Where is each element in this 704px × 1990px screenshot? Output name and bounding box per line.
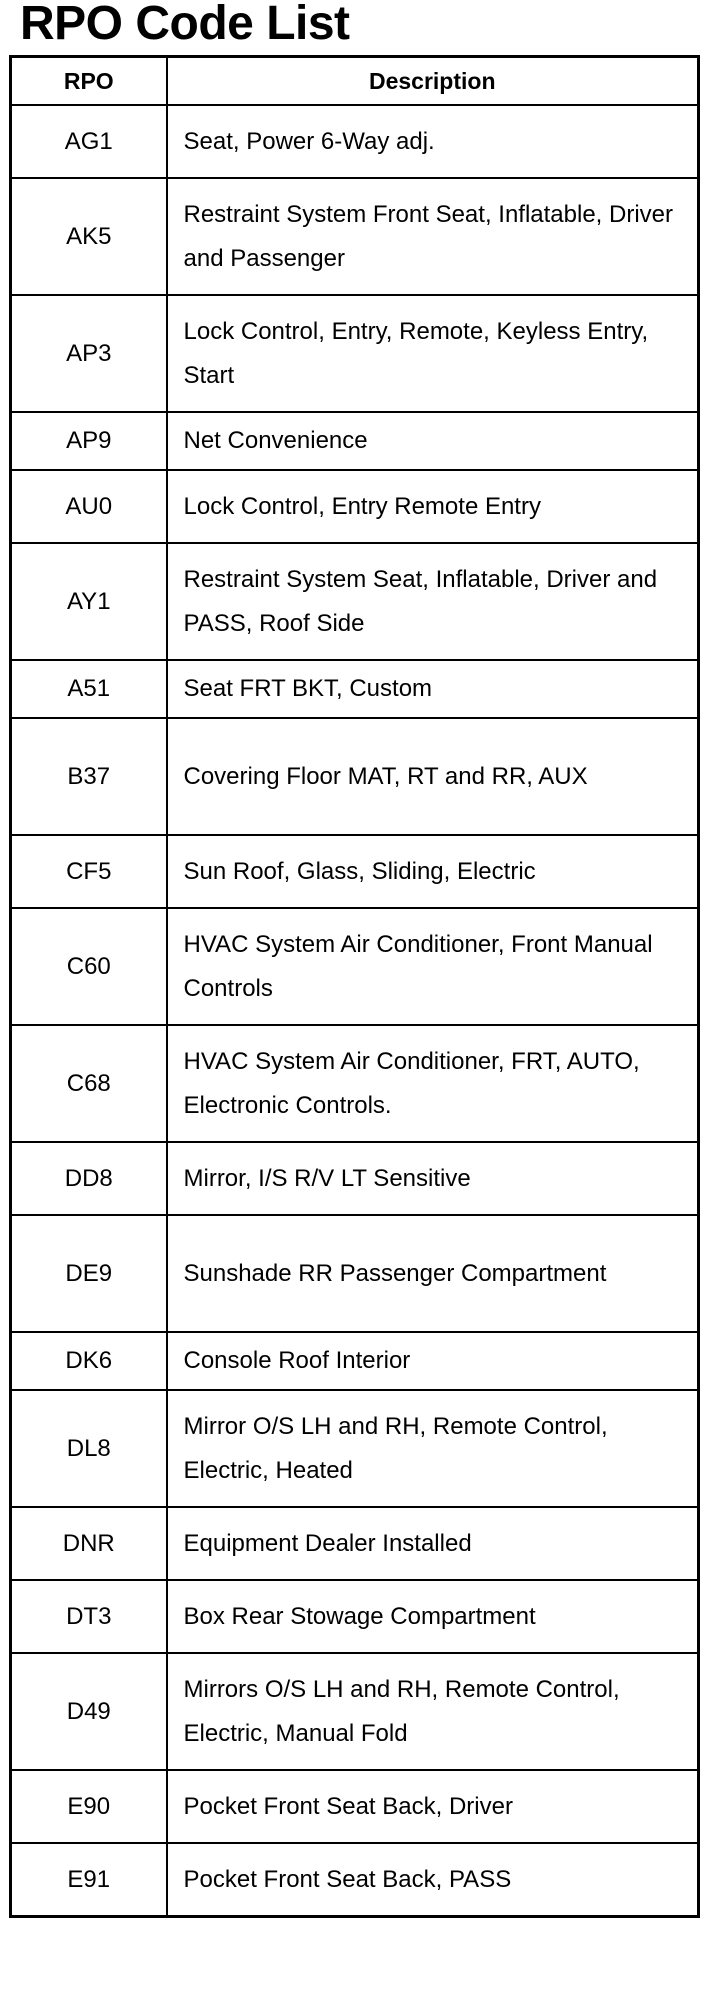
table-row xyxy=(11,1507,699,1580)
table-row xyxy=(11,105,699,178)
rpo-code: A51 xyxy=(11,660,167,718)
rpo-description: Mirror, I/S R/V LT Sensitive xyxy=(167,1142,699,1215)
rpo-code: AY1 xyxy=(11,543,167,660)
table-row xyxy=(11,1770,699,1843)
rpo-code: DD8 xyxy=(11,1142,167,1215)
rpo-code: E91 xyxy=(11,1843,167,1917)
rpo-code: D49 xyxy=(11,1653,167,1770)
column-header-rpo: RPO xyxy=(11,57,167,106)
table-row xyxy=(11,412,699,470)
rpo-code: AK5 xyxy=(11,178,167,295)
rpo-description: Seat, Power 6-Way adj. xyxy=(167,105,699,178)
rpo-code: C60 xyxy=(11,908,167,1025)
rpo-description: Equipment Dealer Installed xyxy=(167,1507,699,1580)
column-header-description: Description xyxy=(167,57,699,106)
table-row xyxy=(11,1843,699,1917)
rpo-description: Mirror O/S LH and RH, Remote Control, Electric, Heated xyxy=(167,1390,699,1507)
table-row xyxy=(11,660,699,718)
table-row xyxy=(11,295,699,412)
table-header-row xyxy=(11,57,699,106)
rpo-code: DL8 xyxy=(11,1390,167,1507)
table-row xyxy=(11,543,699,660)
rpo-description: Net Convenience xyxy=(167,412,699,470)
table-row xyxy=(11,178,699,295)
table-row xyxy=(11,1025,699,1142)
page-title: RPO Code List xyxy=(20,0,350,50)
rpo-code: DT3 xyxy=(11,1580,167,1653)
rpo-code-table xyxy=(9,55,700,1918)
rpo-description: Seat FRT BKT, Custom xyxy=(167,660,699,718)
table-row xyxy=(11,1390,699,1507)
rpo-code: DE9 xyxy=(11,1215,167,1332)
rpo-code: AG1 xyxy=(11,105,167,178)
rpo-description: HVAC System Air Conditioner, FRT, AUTO, Electronic Controls. xyxy=(167,1025,699,1142)
table-row xyxy=(11,1580,699,1653)
table-row xyxy=(11,1332,699,1390)
rpo-description: Pocket Front Seat Back, PASS xyxy=(167,1843,699,1917)
rpo-description: Lock Control, Entry Remote Entry xyxy=(167,470,699,543)
table-row xyxy=(11,718,699,835)
table-row xyxy=(11,1215,699,1332)
rpo-code: CF5 xyxy=(11,835,167,908)
rpo-code: AP3 xyxy=(11,295,167,412)
rpo-description: Pocket Front Seat Back, Driver xyxy=(167,1770,699,1843)
rpo-code: B37 xyxy=(11,718,167,835)
rpo-code: DNR xyxy=(11,1507,167,1580)
rpo-code: AU0 xyxy=(11,470,167,543)
table-row xyxy=(11,908,699,1025)
rpo-code: E90 xyxy=(11,1770,167,1843)
rpo-code: C68 xyxy=(11,1025,167,1142)
table-row xyxy=(11,470,699,543)
rpo-code: DK6 xyxy=(11,1332,167,1390)
rpo-description: Restraint System Seat, Inflatable, Driver and PASS, Roof Side xyxy=(167,543,699,660)
rpo-description: HVAC System Air Conditioner, Front Manual Controls xyxy=(167,908,699,1025)
table-row xyxy=(11,1653,699,1770)
rpo-description: Lock Control, Entry, Remote, Keyless Entry, Start xyxy=(167,295,699,412)
table-row xyxy=(11,835,699,908)
rpo-code: AP9 xyxy=(11,412,167,470)
rpo-description: Mirrors O/S LH and RH, Remote Control, Electric, Manual Fold xyxy=(167,1653,699,1770)
rpo-description: Restraint System Front Seat, Inflatable, Driver and Passenger xyxy=(167,178,699,295)
rpo-description: Console Roof Interior xyxy=(167,1332,699,1390)
rpo-description: Covering Floor MAT, RT and RR, AUX xyxy=(167,718,699,835)
table-row xyxy=(11,1142,699,1215)
rpo-description: Sun Roof, Glass, Sliding, Electric xyxy=(167,835,699,908)
rpo-description: Box Rear Stowage Compartment xyxy=(167,1580,699,1653)
rpo-description: Sunshade RR Passenger Compartment xyxy=(167,1215,699,1332)
